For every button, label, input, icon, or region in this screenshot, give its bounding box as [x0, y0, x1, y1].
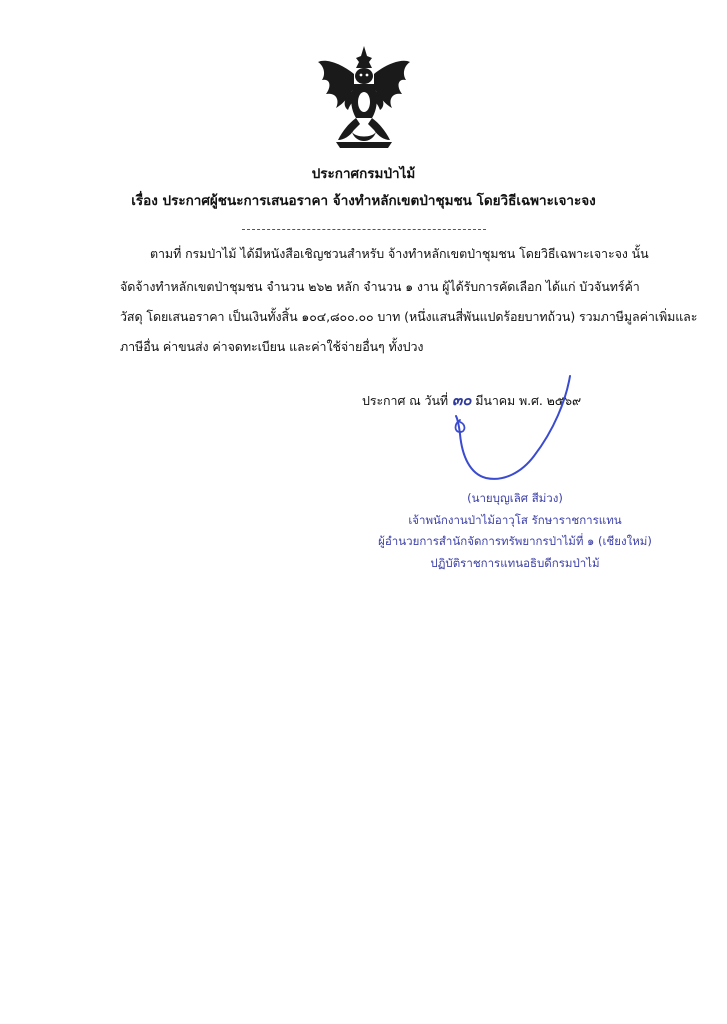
body-line-4: ภาษีอื่น ค่าขนส่ง ค่าจดทะเบียน และค่าใช้จ่ายอื่นๆ ทั้งปวง — [120, 339, 424, 354]
signer-position-3: ปฏิบัติราชการแทนอธิบดีกรมป่าไม้ — [430, 556, 600, 570]
signer-name: (นายบุญเลิศ สีม่วง) — [467, 491, 563, 505]
body-line-3: วัสดุ โดยเสนอราคา เป็นเงินทั้งสิ้น ๑๐๔,๘๐๐.๐๐ บาท (หนึ่งแสนสี่พันแปดร้อยบาทถ้วน) รวมภาษีมูลค่าเพิ่มและ — [120, 309, 698, 324]
garuda-emblem-icon — [314, 44, 414, 152]
document-title: ประกาศกรมป่าไม้ — [311, 166, 416, 182]
handwritten-signature — [430, 370, 610, 490]
handwritten-day: ๓๐ — [452, 391, 472, 409]
announcement-suffix: มีนาคม พ.ศ. ๒๕๖๙ — [475, 393, 582, 408]
divider-line — [242, 229, 486, 230]
document-subject: เรื่อง ประกาศผู้ชนะการเสนอราคา จ้างทำหลักเขตป่าชุมชน โดยวิธีเฉพาะเจาะจง — [131, 193, 596, 209]
signer-position-2: ผู้อำนวยการสำนักจัดการทรัพยากรป่าไม้ที่ ๑ (เชียงใหม่) — [378, 534, 652, 548]
body-line-1: ตามที่ กรมป่าไม้ ได้มีหนังสือเชิญชวนสำหรับ จ้างทำหลักเขตป่าชุมชน โดยวิธีเฉพาะเจาะจง นั้น — [150, 246, 649, 261]
signer-position-1: เจ้าพนักงานป่าไม้อาวุโส รักษาราชการแทน — [408, 513, 622, 527]
announcement-prefix: ประกาศ ณ วันที่ — [362, 393, 449, 408]
body-line-2: จัดจ้างทำหลักเขตป่าชุมชน จำนวน ๒๖๒ หลัก จำนวน ๑ งาน ผู้ได้รับการคัดเลือก ได้แก่ บัวจันทร์ค้า — [120, 279, 640, 294]
